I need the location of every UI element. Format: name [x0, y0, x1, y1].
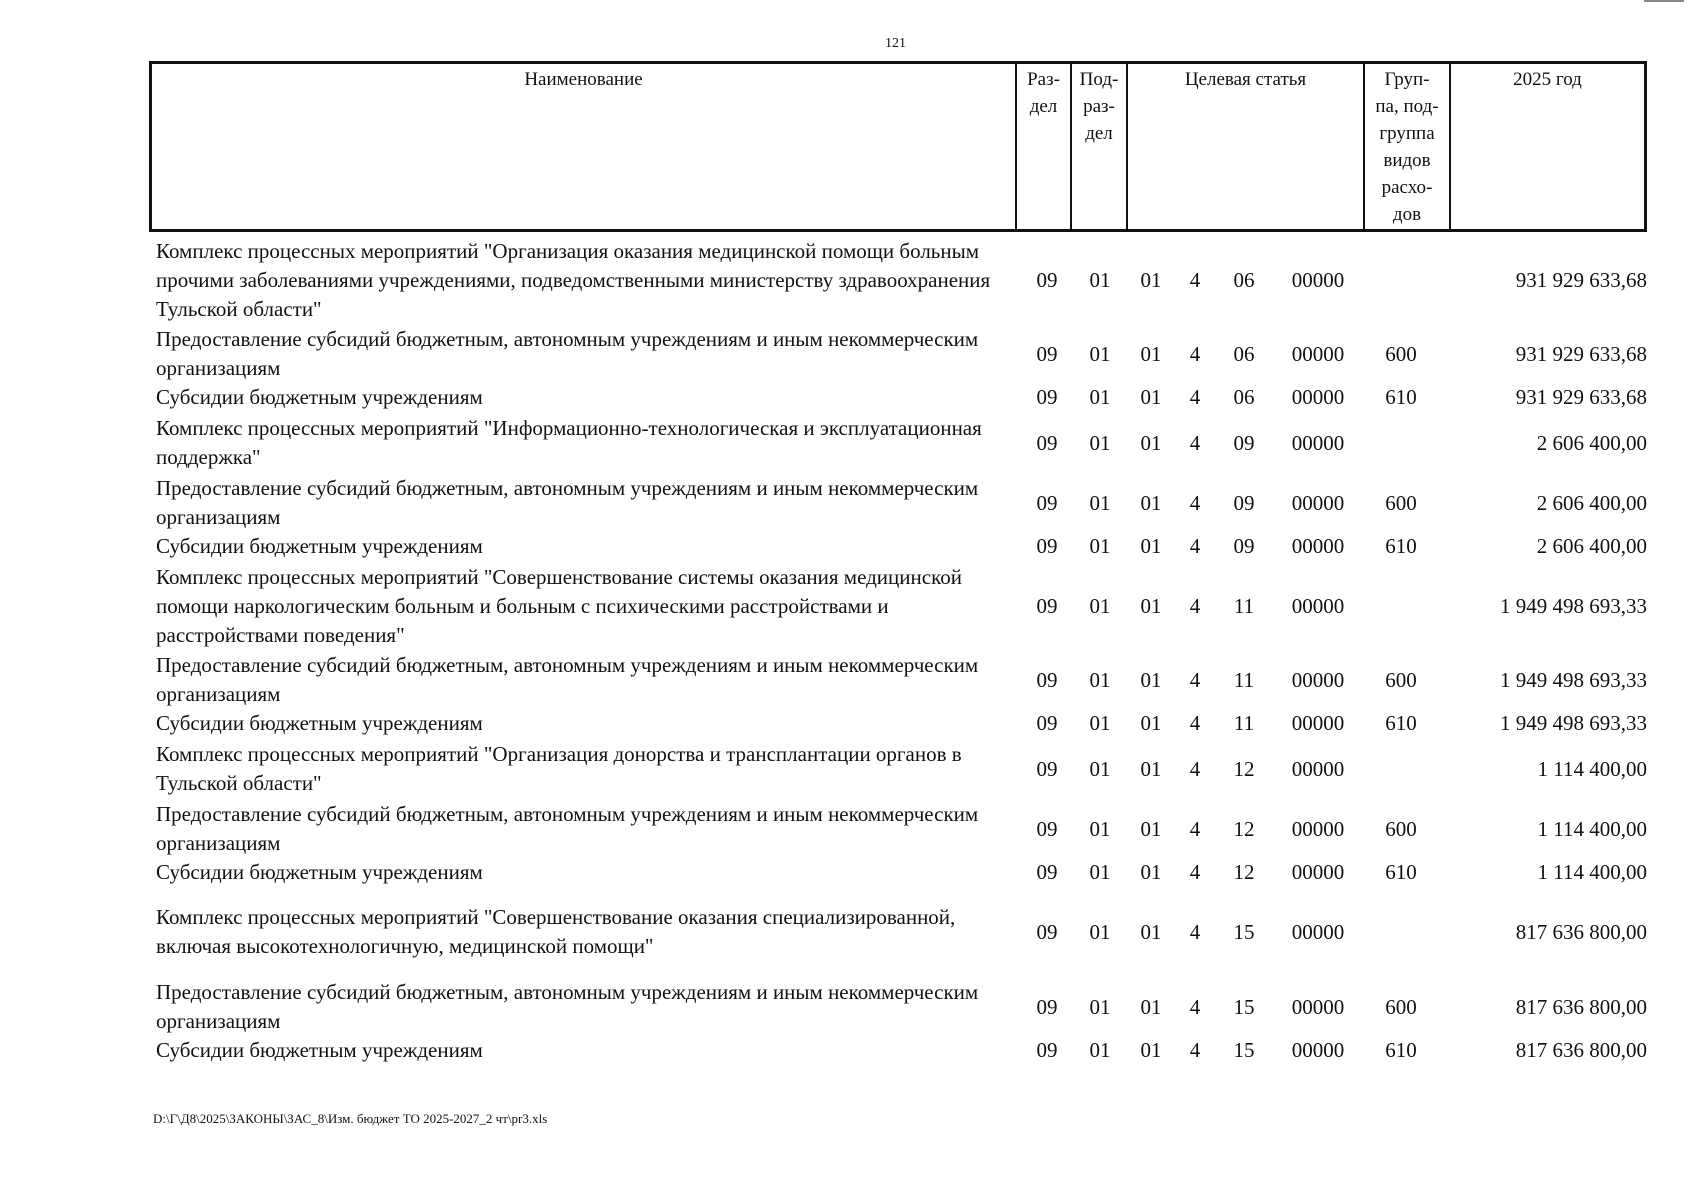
row-podrazdel: 01: [1089, 342, 1111, 366]
row-t2: 4: [1189, 534, 1201, 558]
row-t1: 01: [1140, 594, 1162, 618]
row-name: Комплекс процессных мероприятий "Совершенствование системы оказания медицинской помощи наркологическим больным и больным с психическими расстройствами и расстройствами поведения": [156, 565, 962, 647]
row-t4: 00000: [1291, 431, 1345, 455]
row-razdel: 09: [1036, 920, 1058, 944]
row-name: Комплекс процессных мероприятий "Организация донорства и трансплантации органов в Тульской области": [156, 742, 962, 795]
row-name: Субсидии бюджетным учреждениям: [156, 860, 483, 884]
table-row: [0, 325, 1696, 383]
row-t4: 00000: [1291, 920, 1345, 944]
row-name: Предоставление субсидий бюджетным, автономным учреждениям и иным некоммерческим организациям: [156, 476, 979, 529]
row-t2: 4: [1189, 342, 1201, 366]
row-group: 610: [1385, 711, 1417, 735]
row-t4: 00000: [1291, 342, 1345, 366]
row-podrazdel: 01: [1089, 268, 1111, 292]
row-t1: 01: [1140, 1038, 1162, 1062]
row-t1: 01: [1140, 268, 1162, 292]
footer-file-path: D:\Г\Д8\2025\ЗАКОНЫ\ЗАС_8\Изм. бюджет ТО 2025-2027_2 чт\pr3.xls: [153, 1111, 548, 1126]
table-row: [0, 1036, 1696, 1065]
row-name: Субсидии бюджетным учреждениям: [156, 385, 483, 409]
row-group: 600: [1385, 817, 1417, 841]
header-razdel: Раз- дел: [1015, 64, 1070, 229]
row-amount: 931 929 633,68: [1515, 385, 1647, 409]
row-t3: 06: [1233, 342, 1255, 366]
row-podrazdel: 01: [1089, 860, 1111, 884]
page-number: 121: [885, 36, 906, 51]
row-razdel: 09: [1036, 860, 1058, 884]
row-podrazdel: 01: [1089, 711, 1111, 735]
scan-corner-mark: [1644, 0, 1684, 2]
row-amount: 2 606 400,00: [1536, 431, 1647, 455]
row-podrazdel: 01: [1089, 534, 1111, 558]
row-amount: 1 114 400,00: [1537, 860, 1647, 884]
table-row: [0, 709, 1696, 738]
row-group: 600: [1385, 491, 1417, 515]
row-t2: 4: [1189, 385, 1201, 409]
row-t1: 01: [1140, 995, 1162, 1019]
row-amount: 817 636 800,00: [1515, 995, 1647, 1019]
row-razdel: 09: [1036, 817, 1058, 841]
row-t3: 12: [1233, 757, 1255, 781]
row-razdel: 09: [1036, 757, 1058, 781]
row-group: 610: [1385, 860, 1417, 884]
row-t4: 00000: [1291, 995, 1345, 1019]
table-row: [0, 800, 1696, 858]
table-row: [0, 978, 1696, 1036]
row-t3: 11: [1233, 668, 1255, 692]
row-razdel: 09: [1036, 491, 1058, 515]
row-t2: 4: [1189, 757, 1201, 781]
row-name: Комплекс процессных мероприятий "Организация оказания медицинской помощи больным прочими заболеваниями учреждениями, подведомственными министерству здравоохранения Тульской области": [156, 239, 991, 321]
row-t3: 11: [1233, 711, 1255, 735]
row-razdel: 09: [1036, 431, 1058, 455]
row-amount: 2 606 400,00: [1536, 534, 1647, 558]
row-amount: 1 949 498 693,33: [1500, 711, 1647, 735]
row-podrazdel: 01: [1089, 594, 1111, 618]
row-t1: 01: [1140, 860, 1162, 884]
row-t1: 01: [1140, 711, 1162, 735]
row-t2: 4: [1189, 920, 1201, 944]
row-t1: 01: [1140, 491, 1162, 515]
row-t4: 00000: [1291, 668, 1345, 692]
row-t1: 01: [1140, 431, 1162, 455]
table-row: [0, 383, 1696, 412]
table-row: [0, 532, 1696, 561]
row-t3: 06: [1233, 268, 1255, 292]
row-t3: 06: [1233, 385, 1255, 409]
row-t2: 4: [1189, 817, 1201, 841]
row-amount: 931 929 633,68: [1515, 268, 1647, 292]
row-amount: 931 929 633,68: [1515, 342, 1647, 366]
row-podrazdel: 01: [1089, 491, 1111, 515]
header-expense-group: Груп- па, под- группа видов расхо- дов: [1363, 64, 1449, 229]
row-t3: 15: [1233, 1038, 1255, 1062]
row-razdel: 09: [1036, 594, 1058, 618]
row-amount: 1 114 400,00: [1537, 817, 1647, 841]
row-t1: 01: [1140, 342, 1162, 366]
table-row: [0, 858, 1696, 887]
row-amount: 1 949 498 693,33: [1500, 594, 1647, 618]
row-t1: 01: [1140, 668, 1162, 692]
header-podrazdel: Под- раз- дел: [1070, 64, 1126, 229]
row-razdel: 09: [1036, 268, 1058, 292]
row-razdel: 09: [1036, 1038, 1058, 1062]
row-podrazdel: 01: [1089, 995, 1111, 1019]
row-t1: 01: [1140, 757, 1162, 781]
row-podrazdel: 01: [1089, 385, 1111, 409]
header-target-article: Целевая статья: [1126, 64, 1363, 229]
row-group: 610: [1385, 1038, 1417, 1062]
row-podrazdel: 01: [1089, 431, 1111, 455]
row-name: Субсидии бюджетным учреждениям: [156, 534, 483, 558]
row-name: Субсидии бюджетным учреждениям: [156, 1038, 483, 1062]
row-t2: 4: [1189, 1038, 1201, 1062]
header-name: Наименование: [524, 69, 643, 90]
row-razdel: 09: [1036, 342, 1058, 366]
row-t3: 09: [1233, 491, 1255, 515]
row-t3: 15: [1233, 995, 1255, 1019]
row-t1: 01: [1140, 920, 1162, 944]
table-row: [0, 740, 1696, 798]
row-t4: 00000: [1291, 491, 1345, 515]
row-amount: 1 949 498 693,33: [1500, 668, 1647, 692]
row-t1: 01: [1140, 817, 1162, 841]
row-podrazdel: 01: [1089, 757, 1111, 781]
row-t2: 4: [1189, 668, 1201, 692]
table-row: [0, 414, 1696, 472]
row-t3: 09: [1233, 534, 1255, 558]
row-group: 610: [1385, 534, 1417, 558]
row-t2: 4: [1189, 711, 1201, 735]
row-t3: 12: [1233, 860, 1255, 884]
row-name: Предоставление субсидий бюджетным, автономным учреждениям и иным некоммерческим организациям: [156, 802, 979, 855]
row-name: Предоставление субсидий бюджетным, автономным учреждениям и иным некоммерческим организациям: [156, 327, 979, 380]
row-t2: 4: [1189, 995, 1201, 1019]
row-name: Субсидии бюджетным учреждениям: [156, 711, 483, 735]
row-group: 600: [1385, 668, 1417, 692]
table-row: [0, 474, 1696, 532]
row-name: Предоставление субсидий бюджетным, автономным учреждениям и иным некоммерческим организациям: [156, 653, 979, 706]
row-name: Комплекс процессных мероприятий "Информационно-технологическая и эксплуатационная поддержка": [156, 416, 982, 469]
row-t4: 00000: [1291, 817, 1345, 841]
row-t1: 01: [1140, 385, 1162, 409]
row-t3: 12: [1233, 817, 1255, 841]
row-group: 600: [1385, 995, 1417, 1019]
row-t4: 00000: [1291, 711, 1345, 735]
row-t3: 11: [1233, 594, 1255, 618]
table-row: [0, 563, 1696, 650]
row-podrazdel: 01: [1089, 920, 1111, 944]
row-razdel: 09: [1036, 668, 1058, 692]
row-t4: 00000: [1291, 860, 1345, 884]
table-row: [0, 237, 1696, 324]
row-t2: 4: [1189, 431, 1201, 455]
row-razdel: 09: [1036, 534, 1058, 558]
row-group: 610: [1385, 385, 1417, 409]
row-podrazdel: 01: [1089, 668, 1111, 692]
row-podrazdel: 01: [1089, 817, 1111, 841]
row-t1: 01: [1140, 534, 1162, 558]
table-header: [149, 61, 1647, 232]
row-t4: 00000: [1291, 594, 1345, 618]
table-row: [0, 651, 1696, 709]
row-t2: 4: [1189, 268, 1201, 292]
row-t3: 09: [1233, 431, 1255, 455]
row-t2: 4: [1189, 491, 1201, 515]
row-t4: 00000: [1291, 1038, 1345, 1062]
row-t4: 00000: [1291, 268, 1345, 292]
row-name: Предоставление субсидий бюджетным, автономным учреждениям и иным некоммерческим организациям: [156, 980, 979, 1033]
row-t4: 00000: [1291, 385, 1345, 409]
row-razdel: 09: [1036, 385, 1058, 409]
table-row: [0, 903, 1696, 961]
row-amount: 2 606 400,00: [1536, 491, 1647, 515]
row-group: 600: [1385, 342, 1417, 366]
row-t3: 15: [1233, 920, 1255, 944]
row-podrazdel: 01: [1089, 1038, 1111, 1062]
row-t2: 4: [1189, 860, 1201, 884]
row-amount: 1 114 400,00: [1537, 757, 1647, 781]
header-year: 2025 год: [1449, 64, 1644, 229]
row-t2: 4: [1189, 594, 1201, 618]
row-amount: 817 636 800,00: [1515, 920, 1647, 944]
row-amount: 817 636 800,00: [1515, 1038, 1647, 1062]
row-t4: 00000: [1291, 534, 1345, 558]
row-t4: 00000: [1291, 757, 1345, 781]
row-razdel: 09: [1036, 995, 1058, 1019]
row-name: Комплекс процессных мероприятий "Совершенствование оказания специализированной, включая высокотехнологичную, медицинской помощи": [156, 905, 956, 958]
row-razdel: 09: [1036, 711, 1058, 735]
